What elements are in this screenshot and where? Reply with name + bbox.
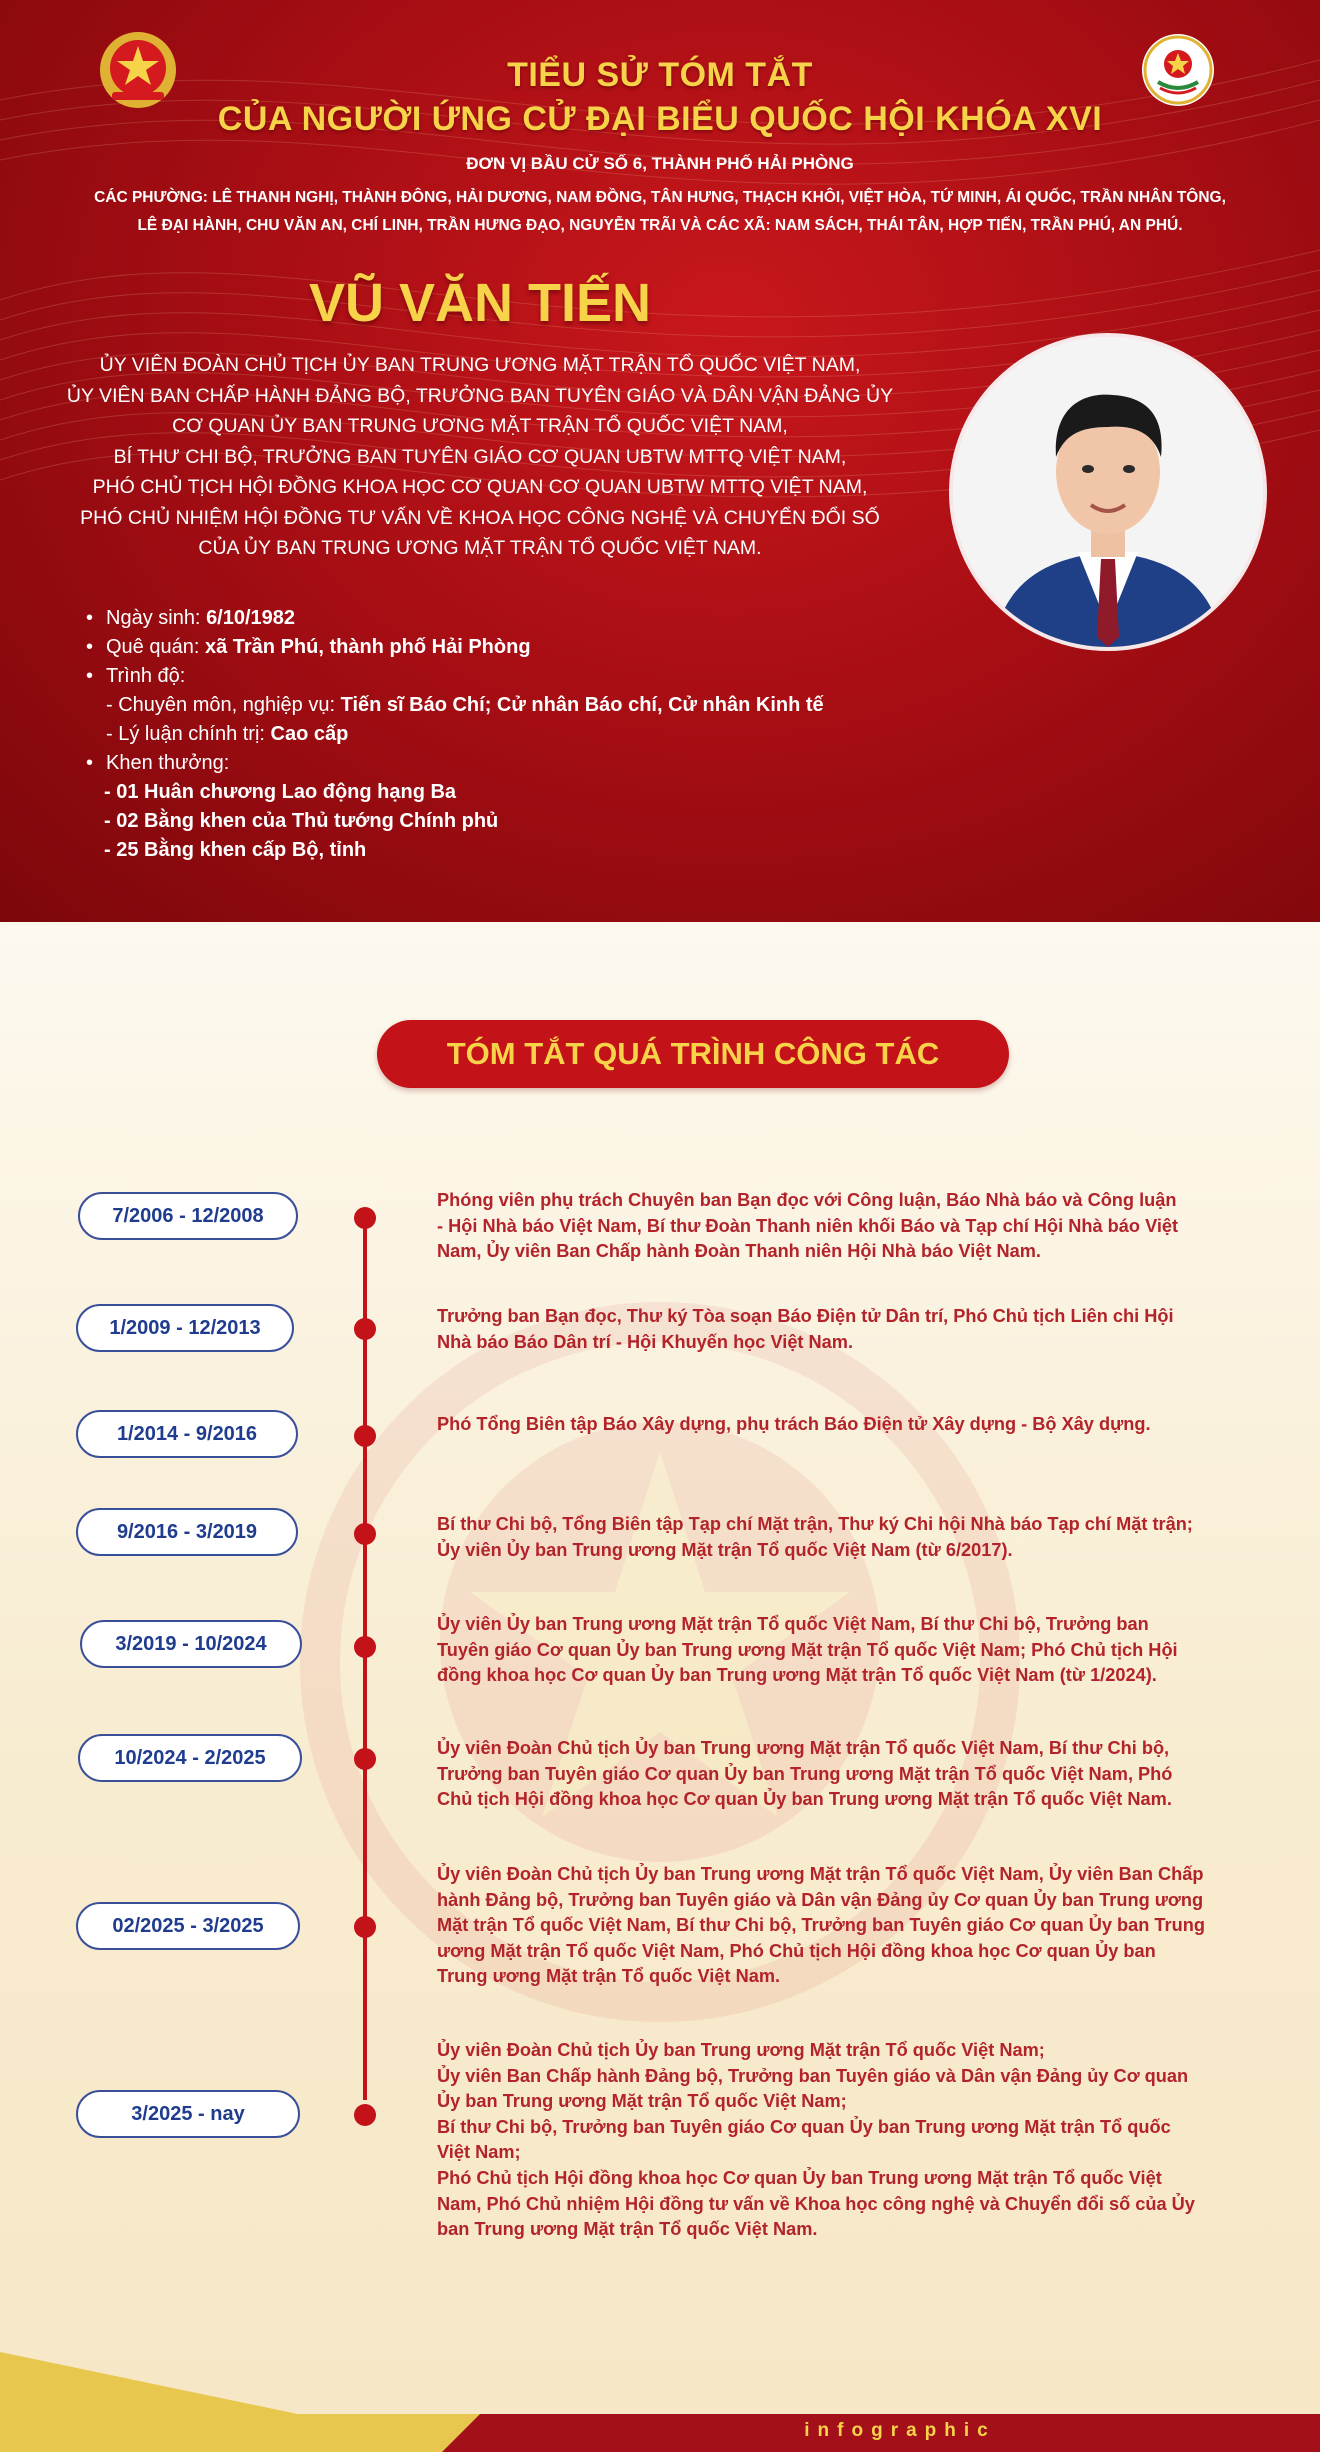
wards-line-2: LÊ ĐẠI HÀNH, CHU VĂN AN, CHÍ LINH, TRẦN HƯNG ĐẠO, NGUYỄN TRÃI VÀ CÁC XÃ: NAM SÁCH, THÁI TÂN, HỢP TIẾN, TRẦN PHÚ, AN PHÚ. (137, 217, 1183, 234)
entry-line: - Hội Nhà báo Việt Nam, Bí thư Đoàn Thanh niên khối Báo và Tạp chí Hội Nhà báo Việt (437, 1215, 1179, 1236)
timeline-line (363, 1220, 367, 2100)
entry-description (437, 1188, 1275, 1265)
entry-line: Mặt trận Tổ quốc Việt Nam, Bí thư Chi bộ, Trưởng ban Tuyên giáo Cơ quan Ủy ban Trung (437, 1915, 1205, 1936)
period-badge: 3/2025 - nay (76, 2090, 300, 2138)
entry-description (437, 1304, 1275, 1355)
title-line-2: CỦA NGƯỜI ỨNG CỬ ĐẠI BIỂU QUỐC HỘI KHÓA XVI (217, 100, 1103, 138)
hometown-row (86, 633, 986, 662)
entry-line: Phóng viên phụ trách Chuyên ban Bạn đọc với Công luận, Báo Nhà báo và Công luận (437, 1190, 1177, 1210)
award-item: - 02 Bằng khen của Thủ tướng Chính phủ (104, 810, 499, 832)
birth-label: Ngày sinh: (106, 607, 207, 629)
specialty-label: - Chuyên môn, nghiệp vụ: (106, 694, 341, 716)
period-badge: 02/2025 - 3/2025 (76, 1902, 300, 1950)
period-badge: 3/2019 - 10/2024 (80, 1620, 302, 1668)
timeline-dot (354, 1523, 376, 1545)
politics-value: Cao cấp (270, 723, 349, 745)
position-line: ỦY VIÊN BAN CHẤP HÀNH ĐẢNG BỘ, TRƯỞNG BAN TUYÊN GIÁO VÀ DÂN VẬN ĐẢNG ỦY (66, 384, 894, 407)
politics-label: - Lý luận chính trị: (106, 723, 271, 745)
entry-line: đồng khoa học Cơ quan Ủy ban Trung ương Mặt trận Tổ quốc Việt Nam (từ 1/2024). (437, 1665, 1157, 1686)
hometown-value: xã Trần Phú, thành phố Hải Phòng (204, 636, 531, 658)
entry-description (437, 1862, 1275, 1990)
entry-line: Chủ tịch Hội đồng khoa học Cơ quan Ủy ban Trung ương Mặt trận Tổ quốc Việt Nam. (437, 1789, 1172, 1810)
entry-line: Ủy viên Đoàn Chủ tịch Ủy ban Trung ương Mặt trận Tổ quốc Việt Nam, Ủy viên Ban Chấp (437, 1864, 1204, 1884)
wards-list (70, 184, 1250, 240)
wards-line-1: CÁC PHƯỜNG: LÊ THANH NGHỊ, THÀNH ĐÔNG, HẢI DƯƠNG, NAM ĐỒNG, TÂN HƯNG, THẠCH KHÔI, VIỆT HÒA, TỨ MINH, ÁI QUỐC, TRẦN NHÂN TÔNG, (94, 189, 1226, 206)
period-badge: 9/2016 - 3/2019 (76, 1508, 298, 1556)
candidate-positions (30, 350, 930, 564)
entry-line: Phó Tổng Biên tập Báo Xây dựng, phụ trách Báo Điện tử Xây dựng - Bộ Xây dựng. (437, 1414, 1151, 1434)
entry-line: Ủy ban Trung ương Mặt trận Tổ quốc Việt Nam; (437, 2091, 847, 2112)
hero-banner (0, 0, 1320, 922)
award-item: - 01 Huân chương Lao động hạng Ba (104, 781, 457, 803)
timeline-dot (354, 1636, 376, 1658)
entry-description (437, 1512, 1275, 1563)
timeline-dot (354, 1748, 376, 1770)
entry-line: ương Mặt trận Tổ quốc Việt Nam, Phó Chủ tịch Hội đồng khoa học Cơ quan Ủy ban (437, 1940, 1156, 1961)
specialty-value: Tiến sĩ Báo Chí; Cử nhân Báo chí, Cử nhân Kinh tế (340, 694, 824, 716)
entry-line: Phó Chủ tịch Hội đồng khoa học Cơ quan Ủy ban Trung ương Mặt trận Tổ quốc Việt (437, 2167, 1162, 2188)
timeline-dot (354, 1425, 376, 1447)
electoral-unit: ĐƠN VỊ BẦU CỬ SỐ 6, THÀNH PHỐ HẢI PHÒNG (466, 154, 854, 173)
entry-line: Ủy viên Đoàn Chủ tịch Ủy ban Trung ương Mặt trận Tổ quốc Việt Nam, Bí thư Chi bộ, (437, 1738, 1170, 1758)
entry-line: Trung ương Mặt trận Tổ quốc Việt Nam. (437, 1966, 781, 1987)
footer-gold-band (0, 2414, 480, 2452)
section-title: TÓM TẮT QUÁ TRÌNH CÔNG TÁC (377, 1020, 1009, 1088)
entry-line: ban Trung ương Mặt trận Tổ quốc Việt Nam. (437, 2219, 818, 2240)
candidate-name: VŨ VĂN TIẾN (308, 273, 652, 333)
entry-line: Ủy viên Đoàn Chủ tịch Ủy ban Trung ương Mặt trận Tổ quốc Việt Nam; (437, 2040, 1045, 2060)
entry-line: Nhà báo Báo Dân trí - Hội Khuyến học Việt Nam. (437, 1331, 854, 1352)
entry-description (437, 2038, 1275, 2243)
awards-label: Khen thưởng: (106, 752, 230, 774)
period-badge: 10/2024 - 2/2025 (78, 1734, 302, 1782)
portrait-illustration (953, 337, 1263, 647)
education-label: Trình độ: (106, 665, 186, 687)
entry-line: Tuyên giáo Cơ quan Ủy ban Trung ương Mặt trận Tổ quốc Việt Nam; Phó Chủ tịch Hội (437, 1639, 1178, 1660)
timeline-dot (354, 1318, 376, 1340)
career-section (0, 922, 1320, 2452)
entry-line: Trưởng ban Tuyên giáo Cơ quan Ủy ban Trung ương Mặt trận Tổ quốc Việt Nam, Phó (437, 1763, 1173, 1784)
position-line: BÍ THƯ CHI BỘ, TRƯỞNG BAN TUYÊN GIÁO CƠ QUAN UBTW MTTQ VIỆT NAM, (113, 445, 847, 468)
birth-value: 6/10/1982 (206, 607, 296, 629)
period-badge: 7/2006 - 12/2008 (78, 1192, 298, 1240)
awards-row (86, 749, 986, 778)
candidate-portrait (953, 337, 1263, 647)
personal-info (86, 604, 986, 865)
bullet-icon: • (86, 636, 94, 658)
birth-row (86, 604, 986, 633)
entry-line: hành Đảng bộ, Trưởng ban Tuyên giáo và Dân vận Đảng ủy Cơ quan Ủy ban Trung ương (437, 1889, 1204, 1910)
specialty-row (86, 691, 986, 720)
entry-line: Việt Nam; (437, 2142, 521, 2163)
timeline-dot (354, 2104, 376, 2126)
entry-description (437, 1612, 1275, 1689)
position-line: CỦA ỦY BAN TRUNG ƯƠNG MẶT TRẬN TỔ QUỐC VIỆT NAM. (198, 537, 762, 559)
entry-line: Ủy viên Ủy ban Trung ương Mặt trận Tổ quốc Việt Nam, Bí thư Chi bộ, Trưởng ban (437, 1614, 1149, 1634)
position-line: PHÓ CHỦ NHIỆM HỘI ĐỒNG TƯ VẤN VỀ KHOA HỌC CÔNG NGHỆ VÀ CHUYỂN ĐỔI SỐ (80, 506, 880, 529)
period-badge: 1/2014 - 9/2016 (76, 1410, 298, 1458)
bullet-icon: • (86, 607, 94, 629)
entry-line: Ủy viên Ủy ban Trung ương Mặt trận Tổ quốc Việt Nam (từ 6/2017). (437, 1539, 1013, 1560)
footer-brand: infographic (804, 2420, 996, 2441)
entry-description (437, 1412, 1275, 1438)
entry-line: Bí thư Chi bộ, Tổng Biên tập Tạp chí Mặt trận, Thư ký Chi hội Nhà báo Tạp chí Mặt trận; (437, 1514, 1193, 1534)
bullet-icon: • (86, 752, 94, 774)
entry-line: Bí thư Chi bộ, Trưởng ban Tuyên giáo Cơ quan Ủy ban Trung ương Mặt trận Tổ quốc (437, 2116, 1171, 2137)
hometown-label: Quê quán: (106, 636, 205, 658)
entry-description (437, 1736, 1275, 1813)
timeline-dot (354, 1207, 376, 1229)
title-line-1: TIỂU SỬ TÓM TẮT (507, 56, 813, 94)
timeline-dot (354, 1916, 376, 1938)
bullet-icon: • (86, 665, 94, 687)
entry-line: Nam, Ủy viên Ban Chấp hành Đoàn Thanh niên Hội Nhà báo Việt Nam. (437, 1241, 1041, 1262)
entry-line: Nam, Phó Chủ nhiệm Hội đồng tư vấn về Khoa học công nghệ và Chuyển đổi số của Ủy (437, 2193, 1195, 2214)
award-item: - 25 Bằng khen cấp Bộ, tỉnh (104, 839, 367, 861)
position-line: PHÓ CHỦ TỊCH HỘI ĐỒNG KHOA HỌC CƠ QUAN CƠ QUAN UBTW MTTQ VIỆT NAM, (92, 476, 868, 498)
education-row (86, 662, 986, 691)
entry-line: Trưởng ban Bạn đọc, Thư ký Tòa soạn Báo Điện tử Dân trí, Phó Chủ tịch Liên chi Hội (437, 1306, 1174, 1326)
period-badge: 1/2009 - 12/2013 (76, 1304, 294, 1352)
politics-row (86, 720, 986, 749)
position-line: ỦY VIÊN ĐOÀN CHỦ TỊCH ỦY BAN TRUNG ƯƠNG MẶT TRẬN TỔ QUỐC VIỆT NAM, (99, 354, 861, 376)
entry-line: Ủy viên Ban Chấp hành Đảng bộ, Trưởng ban Tuyên giáo và Dân vận Đảng ủy Cơ quan (437, 2065, 1189, 2086)
position-line: CƠ QUAN ỦY BAN TRUNG ƯƠNG MẶT TRẬN TỔ QUỐC VIỆT NAM, (172, 415, 788, 437)
